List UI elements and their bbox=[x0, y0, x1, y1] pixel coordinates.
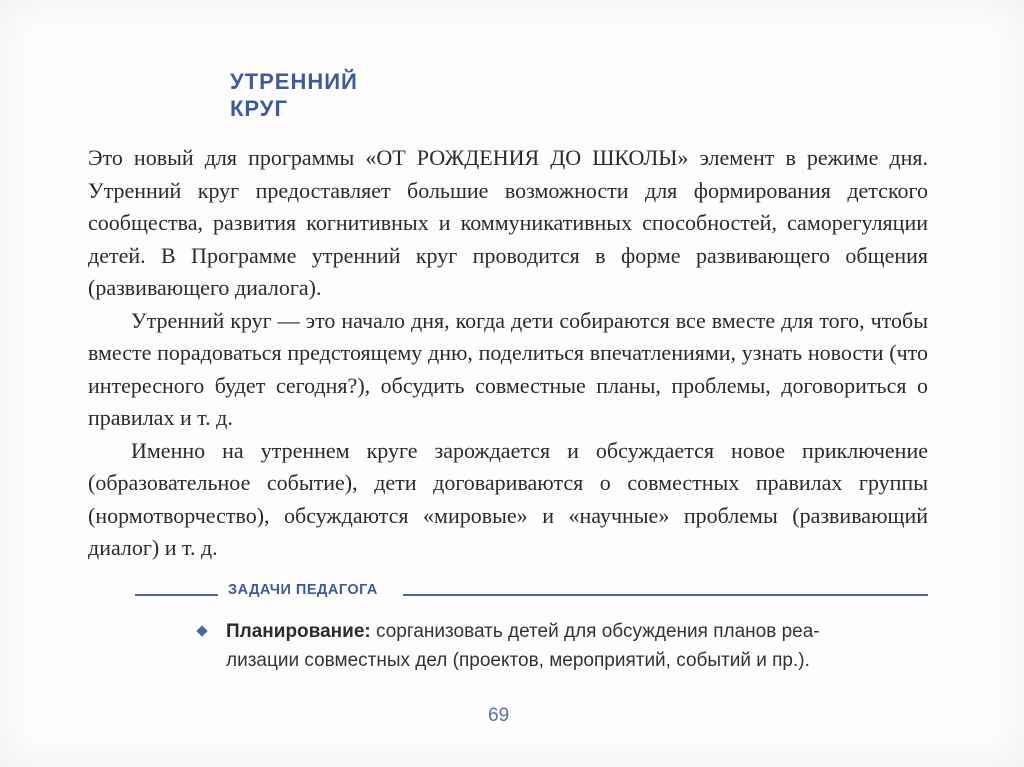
diamond-bullet-icon bbox=[196, 625, 207, 636]
tasks-header bbox=[135, 580, 928, 606]
heading-line-1: УТРЕННИЙ bbox=[230, 69, 358, 94]
heading-line-2: КРУГ bbox=[230, 96, 288, 121]
paragraph-1: Это новый для программы «ОТ РОЖДЕНИЯ ДО ШКОЛЫ» элемент в режиме дня. Утренний круг предоставляет большие возможности для формирования детского сообщества, развития когнитивных и коммуникативных способностей, саморегуляции детей. В Программе утренний круг проводится в форме развивающего общения (развивающего диалога). bbox=[88, 145, 928, 300]
tasks-header-label: ЗАДАЧИ ПЕДАГОГА bbox=[228, 582, 378, 598]
task-text bbox=[226, 618, 936, 675]
body-text bbox=[88, 142, 928, 565]
page-number: 69 bbox=[488, 705, 510, 726]
paragraph-2: Утренний круг — это начало дня, когда дети собираются все вместе для того, чтобы вместе порадоваться предстоящему дню, поделиться впечатлениями, узнать новости (что интересного будет сегодня?), обсудить совместные планы, проблемы, договориться о правилах и т. д. bbox=[88, 307, 928, 430]
task-title: Планирование: bbox=[226, 621, 371, 642]
task-description-2: лизации совместных дел (проектов, мероприятий, событий и пр.). bbox=[226, 649, 810, 671]
divider-left bbox=[135, 594, 218, 596]
paragraph-3: Именно на утреннем круге зарождается и обсуждается новое приключение (образовательное событие), дети договариваются о совместных правилах группы (нормотворчество), обсуждаются «мировые» и «научные» проблемы (развивающий диалог) и т. д. bbox=[88, 437, 928, 560]
task-description-1: сорганизовать детей для обсуждения планов реа- bbox=[376, 621, 820, 642]
divider-right bbox=[403, 594, 928, 596]
task-line-1 bbox=[226, 618, 936, 647]
section-heading bbox=[230, 68, 358, 122]
